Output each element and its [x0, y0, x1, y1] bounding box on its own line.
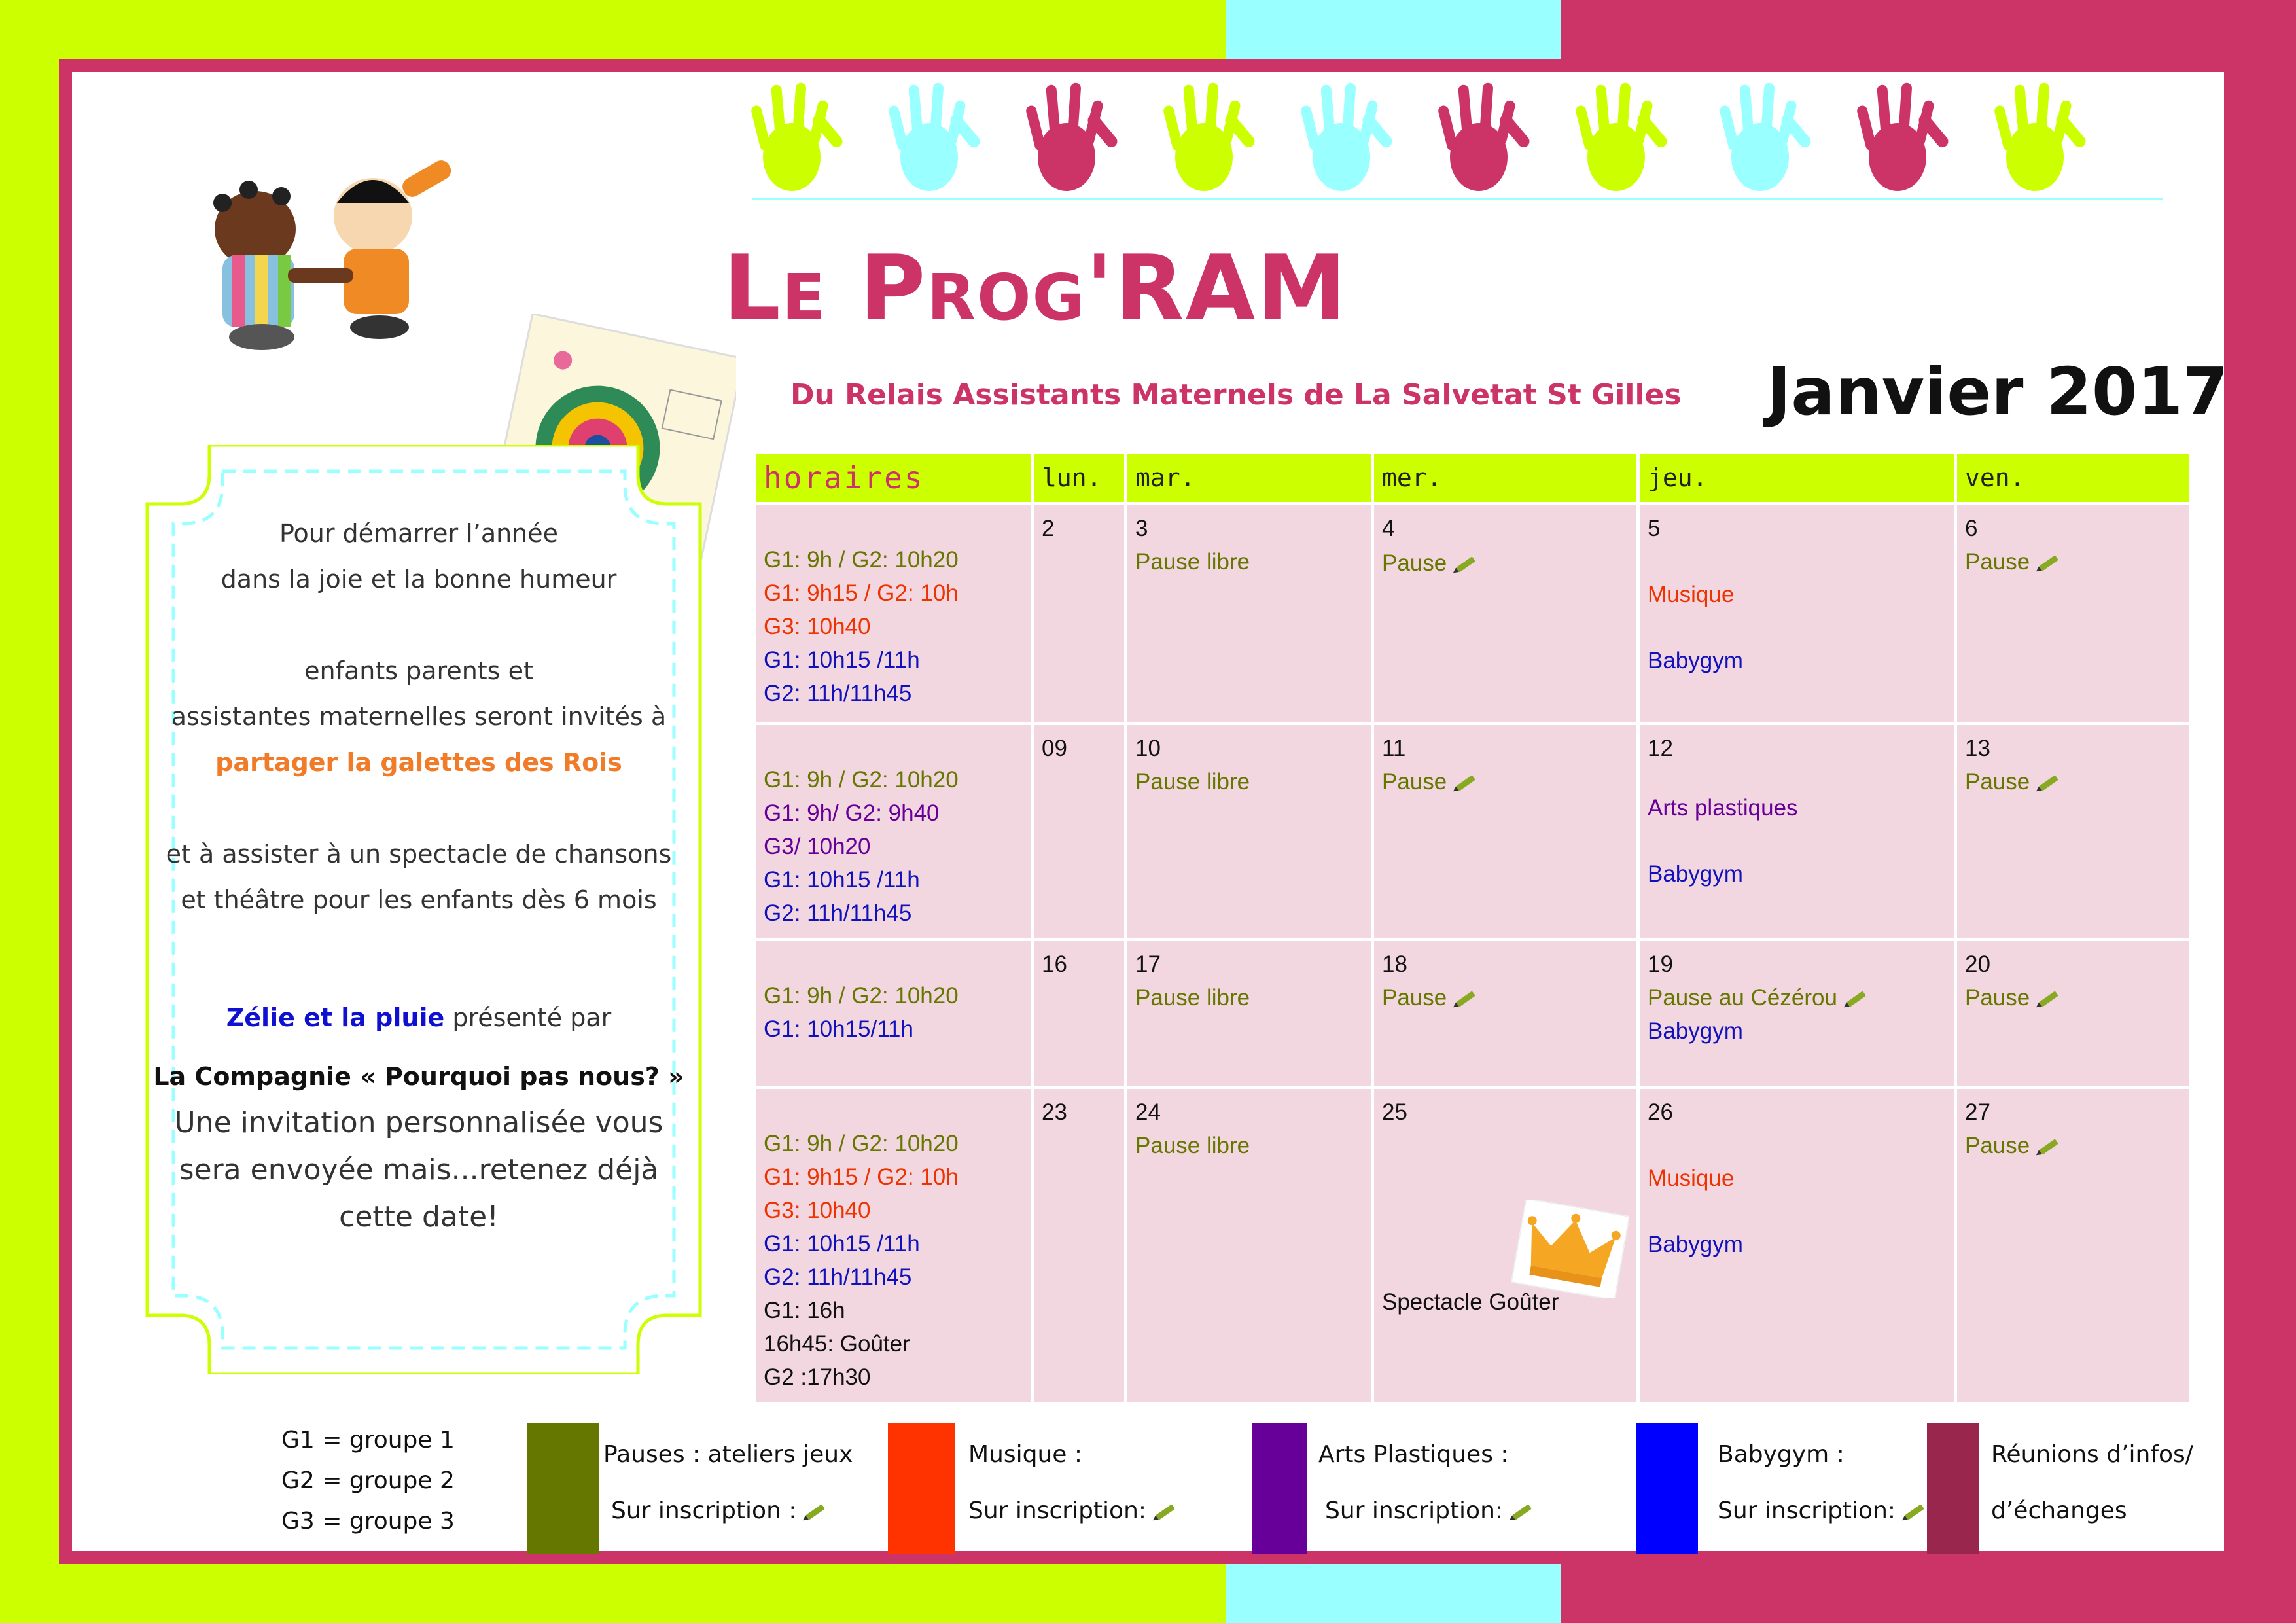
legend-pauses-label: Pauses : ateliers jeux: [603, 1441, 853, 1468]
day-cell: [1956, 940, 2191, 1088]
show-title: Zélie et la pluie: [226, 1003, 445, 1032]
schedule-cell: [754, 940, 1033, 1088]
column-header-mar: mar.: [1126, 452, 1373, 504]
schedule-line: G1: 9h / G2: 10h20: [764, 767, 959, 793]
schedule-line: 16h45: Goûter: [764, 1331, 910, 1357]
schedule-line: G1: 10h15/11h: [764, 1016, 913, 1042]
day-cell: [1033, 940, 1126, 1088]
children-illustration: [183, 157, 497, 353]
page-subtitle: Du Relais Assistants Maternels de La Salvetat St Gilles: [790, 378, 1682, 412]
activity-label: Pause libre: [1135, 549, 1250, 575]
schedule-line: G1: 16h: [764, 1298, 845, 1323]
legend-pauses-sub: Sur inscription :: [611, 1497, 797, 1524]
header-divider: [752, 198, 2163, 200]
activity-label: Pause libre: [1135, 769, 1250, 794]
day-cell: [1373, 1088, 1638, 1404]
schedule-line: G1: 9h/ G2: 9h40: [764, 800, 940, 826]
activity-label: Babygym: [1648, 648, 1743, 673]
schedule-line: G1: 9h / G2: 10h20: [764, 1131, 959, 1156]
schedule-line: G2 :17h30: [764, 1364, 871, 1390]
pencil-icon: [2039, 991, 2058, 1007]
legend-arts: [1318, 1427, 1532, 1539]
day-cell: [1638, 504, 1956, 724]
day-number: 16: [1042, 952, 1067, 977]
day-number: 17: [1135, 952, 1161, 977]
day-cell: [1956, 1088, 2191, 1404]
day-number: 18: [1382, 952, 1407, 977]
pencil-icon: [1456, 775, 1475, 791]
day-cell: [1033, 1088, 1126, 1404]
column-header-mer: mer.: [1373, 452, 1638, 504]
legend-group-3: G3 = groupe 3: [281, 1508, 455, 1535]
day-number: 20: [1965, 952, 1990, 977]
schedule-line: G2: 11h/11h45: [764, 901, 912, 926]
day-cell: [1126, 724, 1373, 940]
schedule-cell: [754, 724, 1033, 940]
day-number: 6: [1965, 516, 1978, 541]
activity-label: Pause: [1965, 1133, 2030, 1158]
day-cell: [1373, 940, 1638, 1088]
pencil-icon: [2039, 775, 2058, 791]
day-cell: [1126, 940, 1373, 1088]
legend-reunions-label: Réunions d’infos/: [1991, 1441, 2193, 1468]
day-number: 2: [1042, 516, 1055, 541]
schedule-line: G3: 10h40: [764, 1198, 871, 1223]
schedule-table: [752, 450, 2193, 1406]
handprints-decoration: [739, 72, 2179, 196]
day-number: 26: [1648, 1099, 1673, 1125]
activity-label: Pause au Cézérou: [1648, 985, 1837, 1010]
invitation-line: et à assister à un spectacle de chansons: [166, 840, 672, 868]
legend-swatch-musique: [888, 1423, 955, 1554]
legend-swatch-babygym: [1636, 1423, 1698, 1554]
pencil-icon: [2039, 1139, 2058, 1155]
activity-label: Babygym: [1648, 1232, 1743, 1257]
activity-label: Arts plastiques: [1648, 795, 1798, 821]
invitation-line: assistantes maternelles seront invités à: [171, 702, 667, 731]
day-cell: [1033, 504, 1126, 724]
activity-label: Pause: [1965, 549, 2030, 575]
invitation-line: cette date!: [339, 1200, 499, 1234]
day-number: 13: [1965, 736, 1990, 761]
schedule-line: G3/ 10h20: [764, 834, 871, 859]
column-header-horaires: horaires: [754, 452, 1033, 504]
pencil-icon: [1846, 991, 1866, 1007]
schedule-line: G2: 11h/11h45: [764, 681, 912, 706]
column-header-lun: lun.: [1033, 452, 1126, 504]
invitation-line: Pour démarrer l’année: [279, 519, 559, 548]
day-cell: [1638, 724, 1956, 940]
day-number: 24: [1135, 1099, 1161, 1125]
table-row: [754, 724, 2191, 940]
crown-icon: [1511, 1200, 1629, 1298]
day-number: 27: [1965, 1099, 1990, 1125]
day-cell: [1638, 940, 1956, 1088]
invitation-text: [124, 510, 713, 1241]
invitation-line: sera envoyée mais...retenez déjà: [179, 1153, 659, 1186]
day-number: 4: [1382, 516, 1395, 541]
legend-babygym-label: Babygym :: [1718, 1441, 1845, 1468]
day-cell: [1033, 724, 1126, 940]
legend-musique-label: Musique :: [968, 1441, 1083, 1468]
day-cell: [1638, 1088, 1956, 1404]
legend-swatch-pauses: [527, 1423, 599, 1554]
schedule-line: G1: 9h / G2: 10h20: [764, 983, 959, 1008]
activity-label: Pause: [1382, 985, 1447, 1010]
day-cell: [1956, 504, 2191, 724]
pencil-icon: [1156, 1504, 1175, 1520]
table-row: [754, 504, 2191, 724]
pencil-icon: [1456, 556, 1475, 573]
show-title-line: [124, 995, 713, 1041]
column-header-jeu: jeu.: [1638, 452, 1956, 504]
schedule-line: G1: 10h15 /11h: [764, 1231, 920, 1257]
legend-swatch-arts: [1252, 1423, 1307, 1554]
pencil-icon: [2039, 555, 2058, 571]
company-name: La Compagnie « Pourquoi pas nous? »: [153, 1062, 684, 1091]
schedule-line: G1: 10h15 /11h: [764, 647, 920, 673]
legend-musique: [968, 1427, 1175, 1539]
activity-label: Pause libre: [1135, 985, 1250, 1010]
column-header-ven: ven.: [1956, 452, 2191, 504]
legend-arts-sub: Sur inscription:: [1325, 1497, 1504, 1524]
invitation-line: enfants parents et: [304, 656, 533, 685]
schedule-line: G1: 9h15 / G2: 10h: [764, 580, 959, 606]
legend-babygym: [1718, 1427, 1924, 1539]
day-number: 10: [1135, 736, 1161, 761]
day-cell: [1126, 1088, 1373, 1404]
activity-label: Pause: [1965, 769, 2030, 794]
pencil-icon: [1905, 1504, 1924, 1520]
table-header-row: [754, 452, 2191, 504]
day-number: 23: [1042, 1099, 1067, 1125]
schedule-line: G1: 9h / G2: 10h20: [764, 547, 959, 573]
schedule-line: G3: 10h40: [764, 614, 871, 639]
schedule-cell: [754, 1088, 1033, 1404]
legend-babygym-sub: Sur inscription:: [1718, 1497, 1896, 1524]
activity-label: Musique: [1648, 582, 1735, 607]
activity-label: Babygym: [1648, 1018, 1743, 1044]
page-title: Le Prog'RAM: [723, 236, 1348, 341]
activity-label: Babygym: [1648, 861, 1743, 887]
invitation-line: Une invitation personnalisée vous: [174, 1106, 663, 1139]
activity-label: Spectacle Goûter: [1382, 1289, 1559, 1315]
day-cell: [1956, 724, 2191, 940]
day-number: 11: [1382, 736, 1406, 761]
pencil-icon: [806, 1504, 826, 1520]
legend-group-2: G2 = groupe 2: [281, 1467, 455, 1494]
activity-label: Pause: [1965, 985, 2030, 1010]
show-presenter-label: présenté par: [444, 1003, 612, 1032]
day-cell: [1373, 724, 1638, 940]
activity-label: Pause: [1382, 769, 1447, 794]
legend-musique-sub: Sur inscription:: [968, 1497, 1147, 1524]
legend-group-1: G1 = groupe 1: [281, 1427, 455, 1454]
pencil-icon: [1456, 991, 1475, 1007]
schedule-line: G1: 10h15 /11h: [764, 867, 920, 893]
schedule-line: G1: 9h15 / G2: 10h: [764, 1164, 959, 1190]
legend-swatch-reunions: [1927, 1423, 1979, 1554]
table-row: [754, 1088, 2191, 1404]
pencil-icon: [1512, 1504, 1532, 1520]
month-label: Janvier 2017: [1767, 353, 2229, 430]
invitation-line: et théâtre pour les enfants dès 6 mois: [181, 885, 657, 914]
day-number: 3: [1135, 516, 1148, 541]
day-number: 25: [1382, 1099, 1407, 1125]
activity-label: Musique: [1648, 1166, 1735, 1191]
table-row: [754, 940, 2191, 1088]
invitation-highlight: partager la galettes des Rois: [215, 748, 622, 777]
invitation-line: dans la joie et la bonne humeur: [221, 565, 617, 594]
day-number: 19: [1648, 952, 1673, 977]
day-number: 09: [1042, 736, 1067, 761]
legend-reunions: [1991, 1427, 2193, 1539]
schedule-line: G2: 11h/11h45: [764, 1264, 912, 1290]
legend-pauses: [603, 1427, 853, 1539]
activity-label: Pause: [1382, 550, 1447, 576]
day-number: 12: [1648, 736, 1673, 761]
legend-reunions-sub: d’échanges: [1991, 1497, 2127, 1524]
day-cell: [1373, 504, 1638, 724]
day-number: 5: [1648, 516, 1661, 541]
legend-arts-label: Arts Plastiques :: [1318, 1441, 1509, 1468]
group-legend: [281, 1420, 455, 1542]
schedule-cell: [754, 504, 1033, 724]
day-cell: [1126, 504, 1373, 724]
activity-label: Pause libre: [1135, 1133, 1250, 1158]
